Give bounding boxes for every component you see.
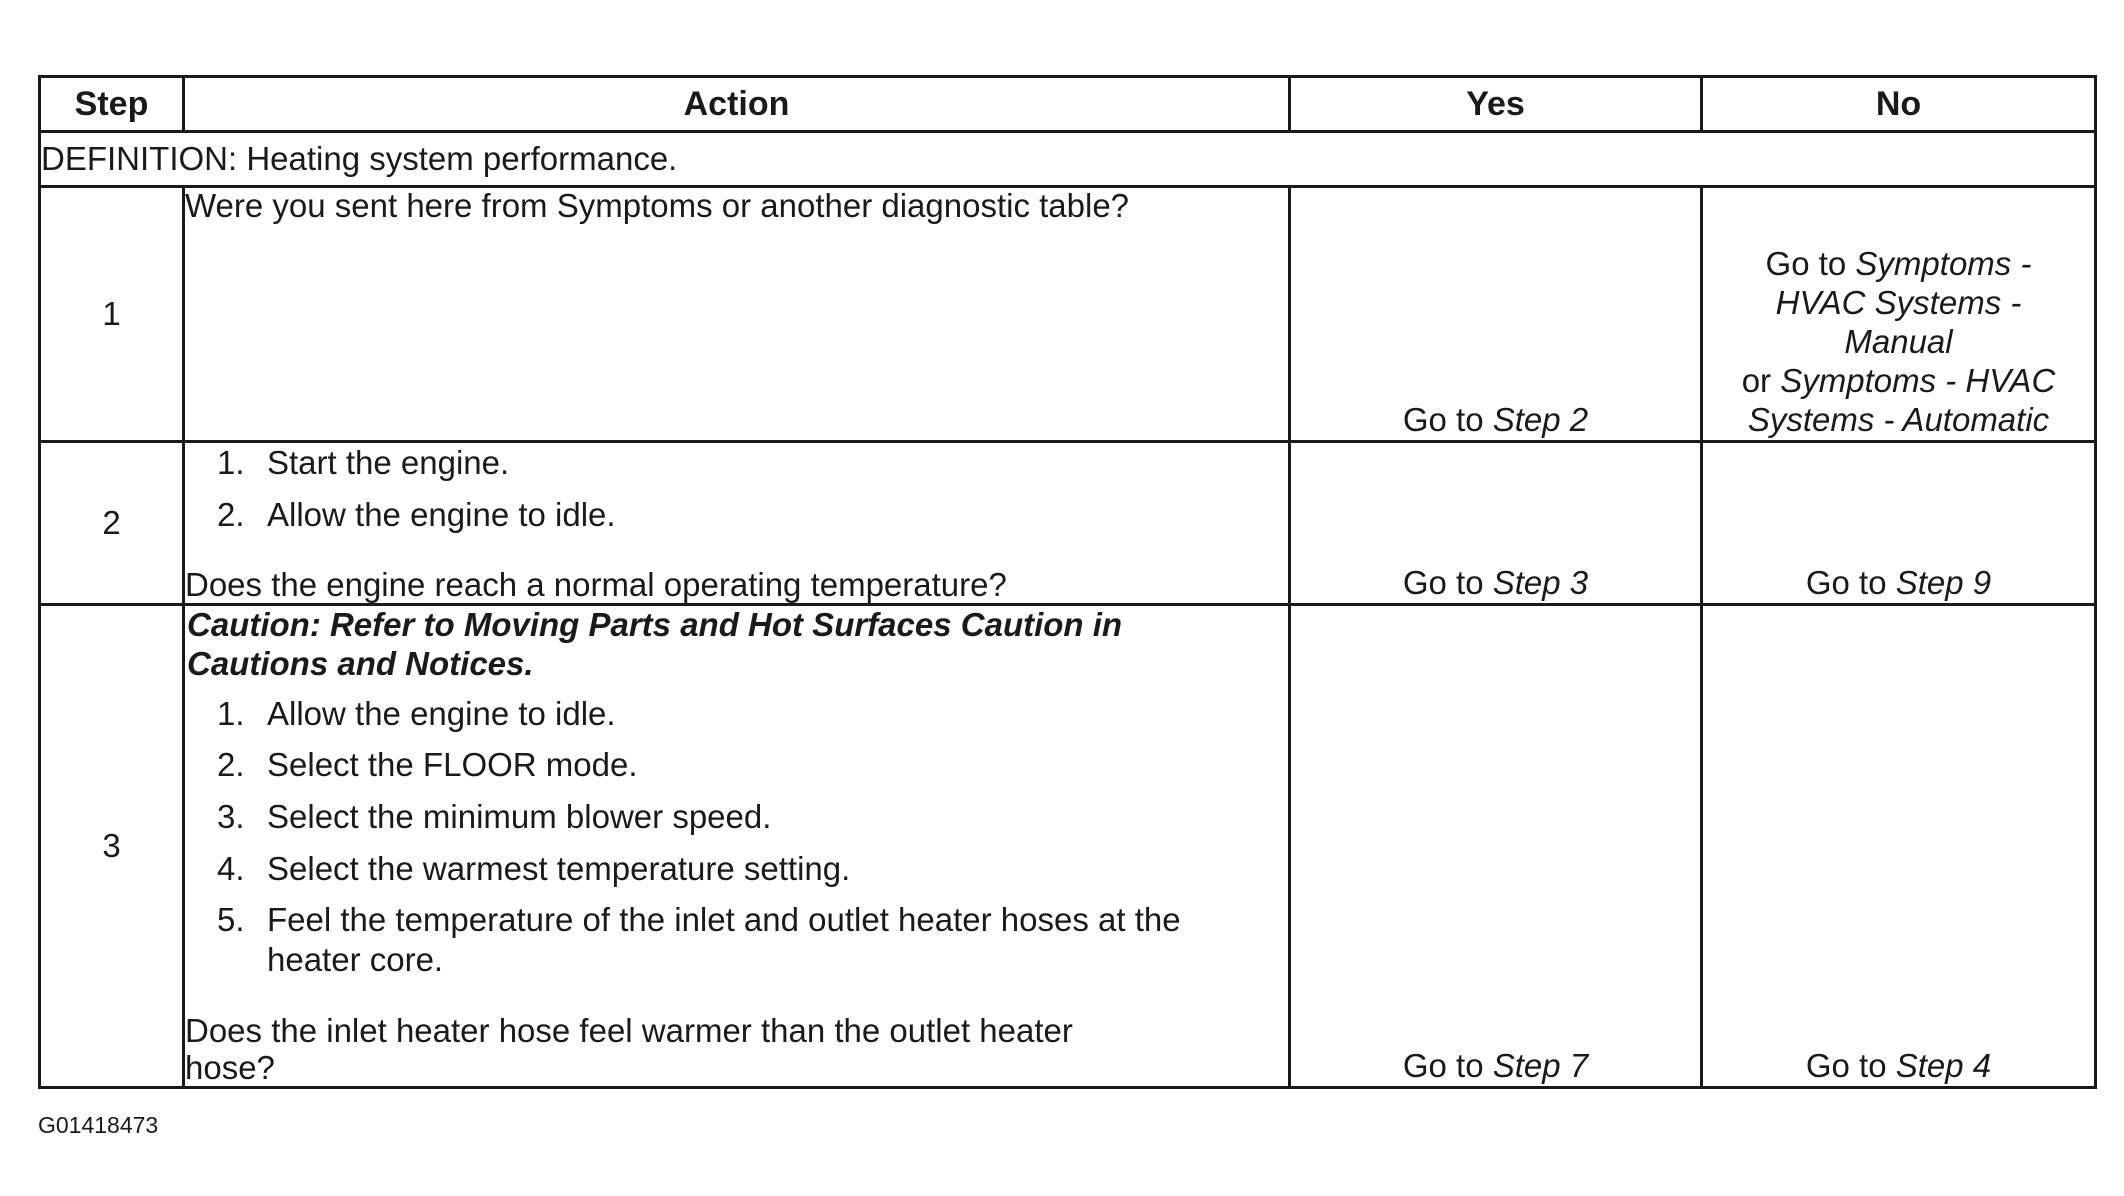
- action-question: Were you sent here from Symptoms or another diagnostic table?: [185, 187, 1130, 224]
- no-symptoms-link: Symptoms -: [1855, 245, 2032, 283]
- list-item: [217, 694, 1288, 734]
- header-no: No: [1702, 77, 2096, 132]
- step-number: 1: [40, 187, 184, 442]
- list-item-number: 3.: [217, 798, 245, 836]
- yes-prefix: Go to: [1402, 564, 1493, 602]
- no-cell: [1702, 605, 2096, 1088]
- action-cell: [184, 187, 1290, 442]
- figure-id: G01418473: [38, 1112, 159, 1138]
- list-item-text: Allow the engine to idle.: [267, 495, 616, 533]
- action-question: Does the inlet heater hose feel warmer than the outlet heater hose?: [185, 1012, 1073, 1086]
- list-item-text: Select the warmest temperature setting.: [267, 849, 851, 887]
- list-item: [217, 849, 1288, 889]
- yes-prefix: Go to: [1402, 1047, 1493, 1085]
- table-row: [40, 442, 2096, 605]
- list-item-text: Allow the engine to idle.: [267, 694, 616, 732]
- no-or-prefix: or: [1741, 362, 1781, 400]
- list-item-number: 1.: [217, 694, 245, 732]
- table-row: [40, 605, 2096, 1088]
- yes-step-link: Step 7: [1492, 1047, 1589, 1085]
- yes-cell: [1290, 187, 1702, 442]
- definition-text: DEFINITION: Heating system performance.: [40, 132, 2096, 187]
- list-item-number: 2.: [217, 495, 245, 533]
- no-step-link: Step 9: [1895, 564, 1992, 602]
- list-item-text: Start the engine.: [267, 444, 510, 481]
- header-step: Step: [40, 77, 184, 132]
- list-item: [217, 495, 1288, 535]
- list-item: [217, 900, 1288, 979]
- no-symptoms-line5: Systems - Automatic: [1747, 401, 2050, 439]
- no-symptoms-line3: Manual: [1844, 323, 1953, 361]
- header-action: Action: [184, 77, 1290, 132]
- no-cell: [1702, 442, 2096, 605]
- yes-cell: [1290, 442, 1702, 605]
- header-yes: Yes: [1290, 77, 1702, 132]
- diagnostic-table: [38, 75, 2097, 1089]
- action-list: [185, 443, 1288, 546]
- no-prefix: Go to: [1765, 245, 1856, 283]
- list-item-text: Select the minimum blower speed.: [267, 798, 772, 836]
- table-header-row: [40, 77, 2096, 132]
- list-item: [217, 443, 1288, 483]
- list-item-text: Feel the temperature of the inlet and outlet heater hoses at the heater core.: [267, 901, 1181, 978]
- yes-cell: [1290, 605, 1702, 1088]
- action-question: Does the engine reach a normal operating temperature?: [185, 565, 1007, 603]
- yes-step-link: Step 3: [1492, 564, 1589, 602]
- table-row: [40, 187, 2096, 442]
- list-item: [217, 797, 1288, 837]
- no-prefix: Go to: [1805, 564, 1896, 602]
- definition-row: [40, 132, 2096, 187]
- no-symptoms-line2: HVAC Systems -: [1775, 284, 2022, 322]
- action-list: [185, 694, 1288, 980]
- step-number: 2: [40, 442, 184, 605]
- list-item-text: Select the FLOOR mode.: [267, 746, 638, 784]
- action-cell: [184, 605, 1290, 1088]
- no-step-link: Step 4: [1895, 1047, 1992, 1085]
- caution-text: Caution: Refer to Moving Parts and Hot Surfaces Caution in Cautions and Notices.: [187, 606, 1123, 682]
- list-item-number: 5.: [217, 901, 245, 939]
- yes-prefix: Go to: [1402, 401, 1493, 439]
- list-item: [217, 745, 1288, 785]
- list-item-number: 1.: [217, 444, 245, 481]
- yes-step-link: Step 2: [1492, 401, 1589, 439]
- step-number: 3: [40, 605, 184, 1088]
- no-symptoms-auto-link: Symptoms - HVAC: [1780, 362, 2056, 400]
- no-prefix: Go to: [1805, 1047, 1896, 1085]
- list-item-number: 2.: [217, 746, 245, 784]
- no-cell: [1702, 187, 2096, 442]
- action-cell: [184, 442, 1290, 605]
- list-item-number: 4.: [217, 849, 245, 887]
